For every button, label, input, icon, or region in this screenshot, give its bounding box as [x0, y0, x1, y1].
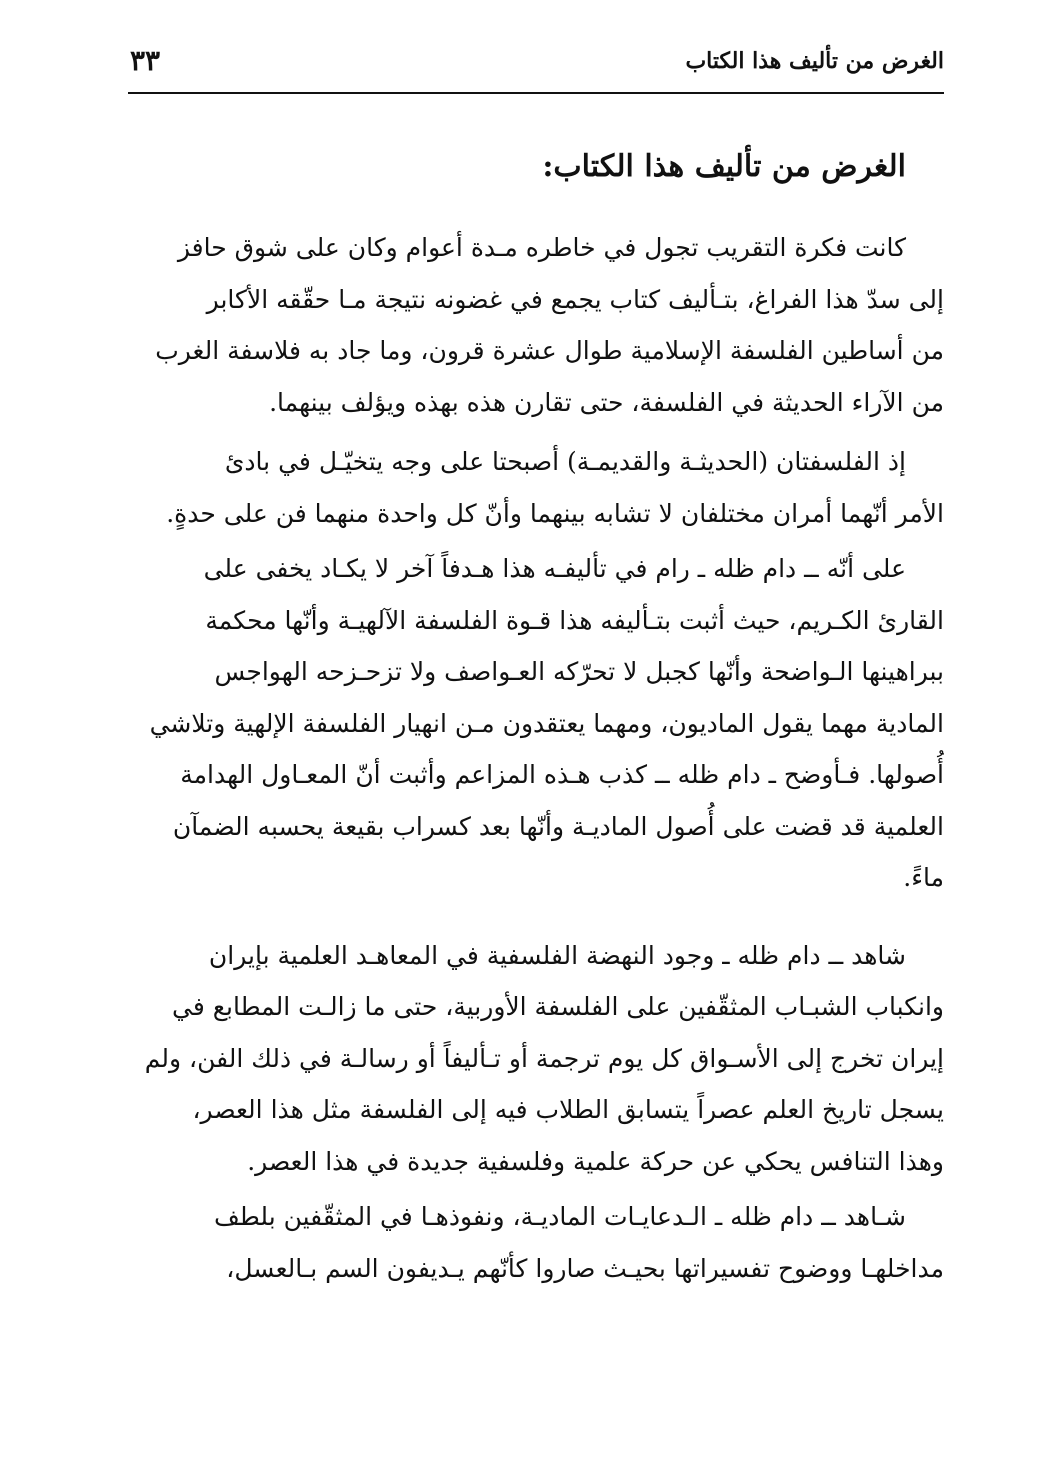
text-line: كانت فكرة التقريب تجول في خاطره مـدة أعوام وكان على شوق حافز — [177, 233, 906, 262]
text-line: ببراهينها الـواضحة وأنّها كجبل لا تحرّكه العـواصف ولا تزحـزحه الهواجس — [214, 657, 944, 686]
running-header — [128, 40, 944, 94]
text-line: شاهد ــ دام ظله ـ وجود النهضة الفلسفية في المعاهـد العلمية بإيران — [208, 940, 906, 970]
section-heading: الغرض من تأليف هذا الكتاب: — [542, 149, 906, 184]
paragraph-5 — [128, 1191, 944, 1294]
page-number: ٣٣ — [130, 44, 161, 77]
text-line: وهذا التنافس يحكي عن حركة علمية وفلسفية جديدة في هذا العصر. — [247, 1146, 944, 1176]
text-line: وانكباب الشبـاب المثقّفين على الفلسفة الأوربية، حتى ما زالـت المطابع في — [172, 992, 944, 1021]
paragraph-1 — [128, 222, 944, 428]
header-rule — [128, 92, 944, 94]
text-line: من الآراء الحديثة في الفلسفة، حتى تقارن هذه بهذه ويؤلف بينهما. — [269, 387, 944, 417]
text-line: المادية مهما يقول الماديون، ومهما يعتقدون مـن انهيار الفلسفة الإلهية وتلاشي — [149, 708, 944, 738]
running-title: الغرض من تأليف هذا الكتاب — [685, 48, 944, 74]
paragraph-2 — [128, 436, 944, 539]
text-line: إيران تخرج إلى الأسـواق كل يوم ترجمة أو تـأليفاً أو رسالـة في ذلك الفن، ولم — [144, 1043, 944, 1073]
text-line: الأمر أنّهما أمران مختلفان لا تشابه بينهما وأنّ كل واحدة منهما فن على حدةٍ. — [166, 498, 944, 528]
paragraph-3 — [128, 543, 944, 904]
text-line: ماءً. — [903, 863, 944, 892]
text-line: العلمية قد قضت على أُصول الماديـة وأنّها بعد كسراب بقيعة يحسبه الضمآن — [172, 811, 944, 841]
text-line: مداخلهـا ووضوح تفسيراتها بحيـث صاروا كأنّهم يـديفون السم بـالعسل، — [226, 1253, 944, 1283]
text-line: على أنّه ــ دام ظله ـ رام في تأليفـه هذا هـدفاً آخر لا يكـاد يخفى على — [203, 554, 906, 583]
text-line: من أساطين الفلسفة الإسلامية طوال عشرة قرون، وما جاد به فلاسفة الغرب — [155, 336, 944, 365]
spacer — [128, 196, 944, 222]
text-line: إلى سدّ هذا الفراغ، بتـأليف كتاب يجمع في غضونه نتيجة مـا حقّقه الأكابر — [206, 284, 944, 314]
spacer — [128, 904, 944, 930]
text-line: شـاهد ــ دام ظله ـ الـدعايـات الماديـة، ونفوذهـا في المثقّفين بلطف — [214, 1202, 906, 1231]
spacer — [128, 428, 944, 436]
text-line: القارئ الكـريم، حيث أثبت بتـأليفه هذا قـوة الفلسفة الآلهيـة وأنّها محكمة — [205, 605, 944, 635]
paragraph-4 — [128, 930, 944, 1188]
text-line: أُصولها. فـأوضح ـ دام ظله ــ كذب هـذه المزاعم وأثبت أنّ المعـاول الهدامة — [180, 760, 944, 789]
page-content — [128, 138, 944, 1294]
text-line: يسجل تاريخ العلم عصراً يتسابق الطلاب فيه إلى الفلسفة مثل هذا العصر، — [192, 1095, 944, 1124]
text-line: إذ الفلسفتان (الحديثـة والقديمـة) أصبحتا على وجه يتخيّـل في بادئ — [224, 447, 906, 476]
